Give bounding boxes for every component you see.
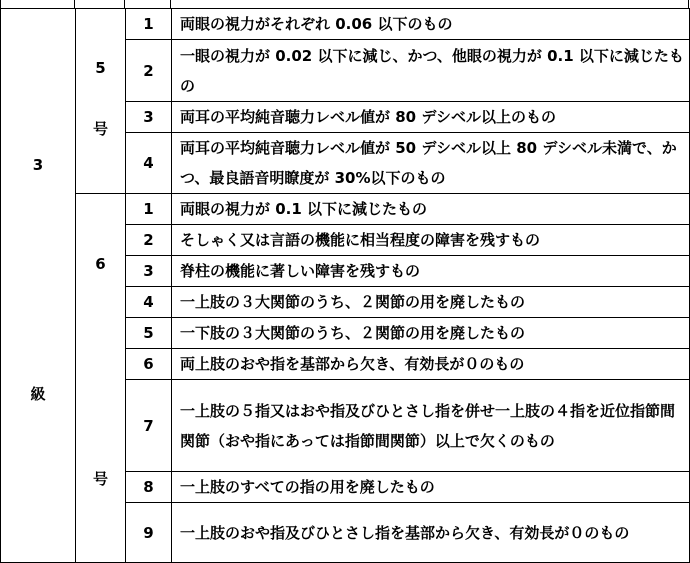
subitem-6-cell xyxy=(76,194,126,563)
row-number: 1 xyxy=(126,194,172,225)
grade-unit: 級 xyxy=(30,385,46,403)
row-description: 両眼の視力がそれぞれ 0.06 以下のもの xyxy=(172,9,690,40)
row-description: 両上肢のおや指を基部から欠き、有効長が０のもの xyxy=(172,349,690,380)
row-description: 一下肢の３大関節のうち、２関節の用を廃したもの xyxy=(172,318,690,349)
row-description: 両耳の平均純音聴力レベル値が 80 デシベル以上のもの xyxy=(172,102,690,133)
row-description: 一上肢のおや指及びひとさし指を基部から欠き、有効長が０のもの xyxy=(172,503,690,563)
subitem-number: 6 xyxy=(95,255,106,273)
row-number: 2 xyxy=(126,225,172,256)
row-number: 1 xyxy=(126,9,172,40)
row-number: 3 xyxy=(126,256,172,287)
table-row xyxy=(1,9,690,40)
row-description: 両耳の平均純音聴力レベル値が 50 デシベル以上 80 デシベル未満で、かつ、最良語音明瞭度が 30%以下のもの xyxy=(172,133,690,194)
row-number: 4 xyxy=(126,133,172,194)
row-description: 脊柱の機能に著しい障害を残すもの xyxy=(172,256,690,287)
row-description: 一上肢の５指又はおや指及びひとさし指を併せ一上肢の４指を近位指節間関節（おや指にあっては指節間関節）以上で欠くのもの xyxy=(172,380,690,472)
subitem-suffix: 号 xyxy=(92,470,108,488)
subitem-suffix: 号 xyxy=(92,120,108,138)
table-row xyxy=(1,194,690,225)
row-description: 一上肢の３大関節のうち、２関節の用を廃したもの xyxy=(172,287,690,318)
row-description: 一眼の視力が 0.02 以下に減じ、かつ、他眼の視力が 0.1 以下に減じたもの xyxy=(172,40,690,102)
row-number: 2 xyxy=(126,40,172,102)
row-number: 4 xyxy=(126,287,172,318)
row-description: 一上肢のすべての指の用を廃したもの xyxy=(172,472,690,503)
grade-cell xyxy=(1,9,76,563)
row-description: 両眼の視力が 0.1 以下に減じたもの xyxy=(172,194,690,225)
subitem-5-cell xyxy=(76,9,126,194)
disability-grade-table xyxy=(0,8,690,563)
row-description: そしゃく又は言語の機能に相当程度の障害を残すもの xyxy=(172,225,690,256)
row-number: 6 xyxy=(126,349,172,380)
row-number: 5 xyxy=(126,318,172,349)
grade-number: 3 xyxy=(32,156,44,174)
row-number: 9 xyxy=(126,503,172,563)
row-number: 3 xyxy=(126,102,172,133)
table-top-continuation xyxy=(0,0,690,8)
row-number: 7 xyxy=(126,380,172,472)
row-number: 8 xyxy=(126,472,172,503)
subitem-number: 5 xyxy=(95,59,106,77)
